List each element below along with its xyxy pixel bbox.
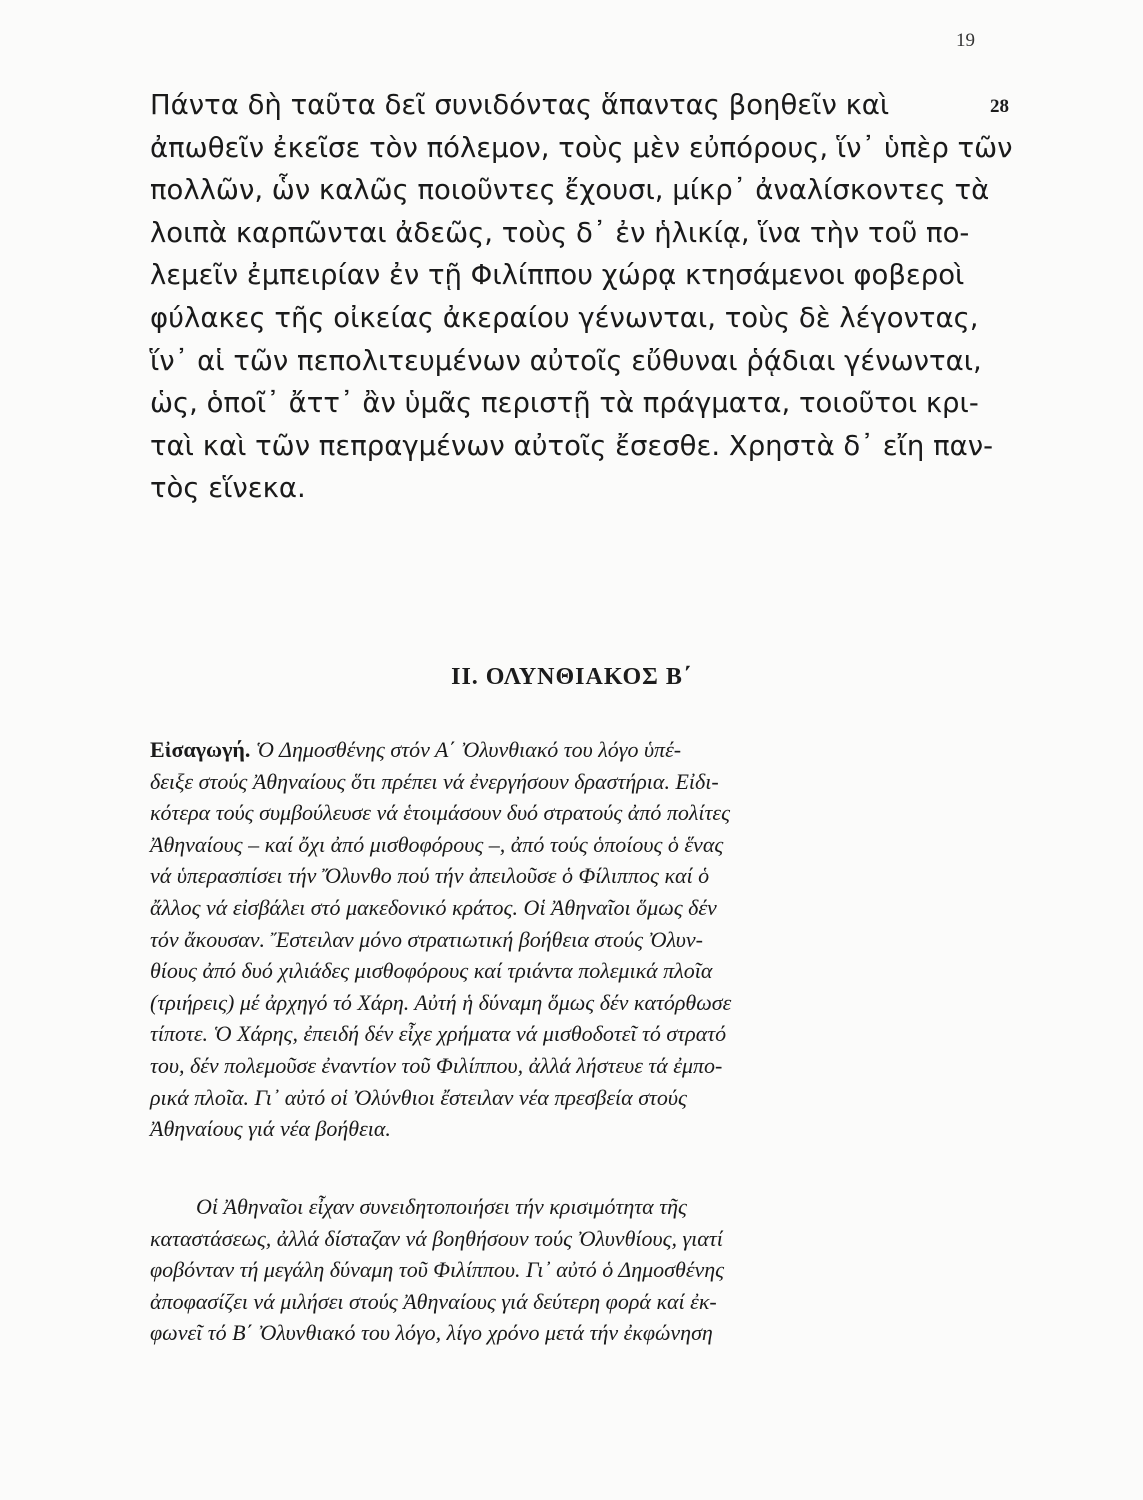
text-line: κότερα τούς συμβούλευσε νά ἑτοιμάσουν δυό στρατούς ἀπό πολίτες [150,800,730,826]
text-line: Ἀθηναίους γιά νέα βοήθεια. [150,1116,391,1142]
second-paragraph [150,1191,980,1349]
text-line: ὡς, ὁποῖ᾽ ἄττ᾽ ἂν ὑμᾶς περιστῇ τὰ πράγματα, τοιοῦτοι κρι- [150,387,979,420]
introduction-first-line: Ὁ Δημοσθένης στόν Α΄ Ὀλυνθιακό του λόγο ὑπέ- [255,737,682,762]
text-line [150,734,980,766]
text-line: καταστάσεως, ἀλλά δίσταζαν νά βοηθήσουν τούς Ὀλυνθίους, γιατί [150,1225,723,1251]
text-line: Ἀθηναίους – καί ὄχι ἀπό μισθοφόρους –, ἀπό τούς ὁποίους ὁ ἕνας [150,831,724,857]
page-number: 19 [956,30,975,51]
text-line: ἄλλος νά εἰσβάλει στό μακεδονικό κράτος. Οἱ Ἀθηναῖοι ὅμως δέν [150,894,717,920]
text-line: λοιπὰ καρπῶνται ἀδεῶς, τοὺς δ᾽ ἐν ἡλικίᾳ, ἵνα τὴν τοῦ πο- [150,216,970,249]
text-line: φωνεῖ τό Β΄ Ὀλυνθιακό του λόγο, λίγο χρόνο μετά τήν ἐκφώνηση [150,1320,713,1346]
text-line: νά ὑπερασπίσει τήν Ὄλυνθο πού τήν ἀπειλοῦσε ὁ Φίλιππος καί ὁ [150,863,710,889]
text-line: πολλῶν, ὧν καλῶς ποιοῦντες ἔχουσι, μίκρ᾽ ἀναλίσκοντες τὰ [150,174,990,207]
section-heading: II. ΟΛΥΝΘΙΑΚΟΣ Β΄ [451,664,692,690]
text-line: του, δέν πολεμοῦσε ἐναντίον τοῦ Φιλίππου, ἀλλά λήστευε τά ἐμπο- [150,1052,723,1078]
text-line: τόν ἄκουσαν. Ἔστειλαν μόνο στρατιωτική βοήθεια στούς Ὀλυν- [150,926,703,952]
text-line: θίους ἀπό δυό χιλιάδες μισθοφόρους καί τριάντα πολεμικά πλοῖα [150,958,713,984]
text-line: Πάντα δὴ ταῦτα δεῖ συνιδόντας ἅπαντας βοηθεῖν καὶ [150,89,890,121]
text-line: (τριήρεις) μέ ἀρχηγό τό Χάρη. Αὐτή ἡ δύναμη ὅμως δέν κατόρθωσε [150,989,732,1015]
text-line: ταὶ καὶ τῶν πεπραγμένων αὐτοῖς ἔσεσθε. Χρηστὰ δ᾽ εἴη παν- [150,429,994,462]
text-line: Οἱ Ἀθηναῖοι εἶχαν συνειδητοποιήσει τήν κρισιμότητα τῆς [196,1194,687,1219]
text-line: δειξε στούς Ἀθηναίους ὅτι πρέπει νά ἐνεργήσουν δραστήρια. Εἰδι- [150,768,719,794]
text-line: ἀπωθεῖν ἐκεῖσε τὸν πόλεμον, τοὺς μὲν εὐπόρους, ἵν᾽ ὑπὲρ τῶν [150,131,1013,164]
text-line: τὸς εἵνεκα. [150,472,306,505]
text-line: ἀποφασίζει νά μιλήσει στούς Ἀθηναίους γιά δεύτερη φορά καί ἐκ- [150,1288,717,1314]
line-number-marker: 28 [990,96,1009,117]
text-line: ρικά πλοῖα. Γι᾽ αὐτό οἱ Ὀλύνθιοι ἔστειλαν νέα πρεσβεία στούς [150,1084,687,1110]
text-line: φοβόνταν τή μεγάλη δύναμη τοῦ Φιλίππου. Γι᾽ αὐτό ὁ Δημοσθένης [150,1257,725,1283]
text-line: ἵν᾽ αἱ τῶν πεπολιτευμένων αὐτοῖς εὔθυναι ῥᾴδιαι γένωνται, [150,344,982,377]
text-line: λεμεῖν ἐμπειρίαν ἐν τῇ Φιλίππου χώρᾳ κτησάμενοι φοβεροὶ [150,259,965,292]
introduction-label: Εἰσαγωγή. [150,737,251,762]
text-line: τίποτε. Ὁ Χάρης, ἐπειδή δέν εἶχε χρήματα νά μισθοδοτεῖ τό στρατό [150,1021,727,1047]
text-line: φύλακες τῆς οἰκείας ἀκεραίου γένωνται, τοὺς δὲ λέγοντας, [150,301,979,334]
introduction-paragraph [150,734,980,1145]
